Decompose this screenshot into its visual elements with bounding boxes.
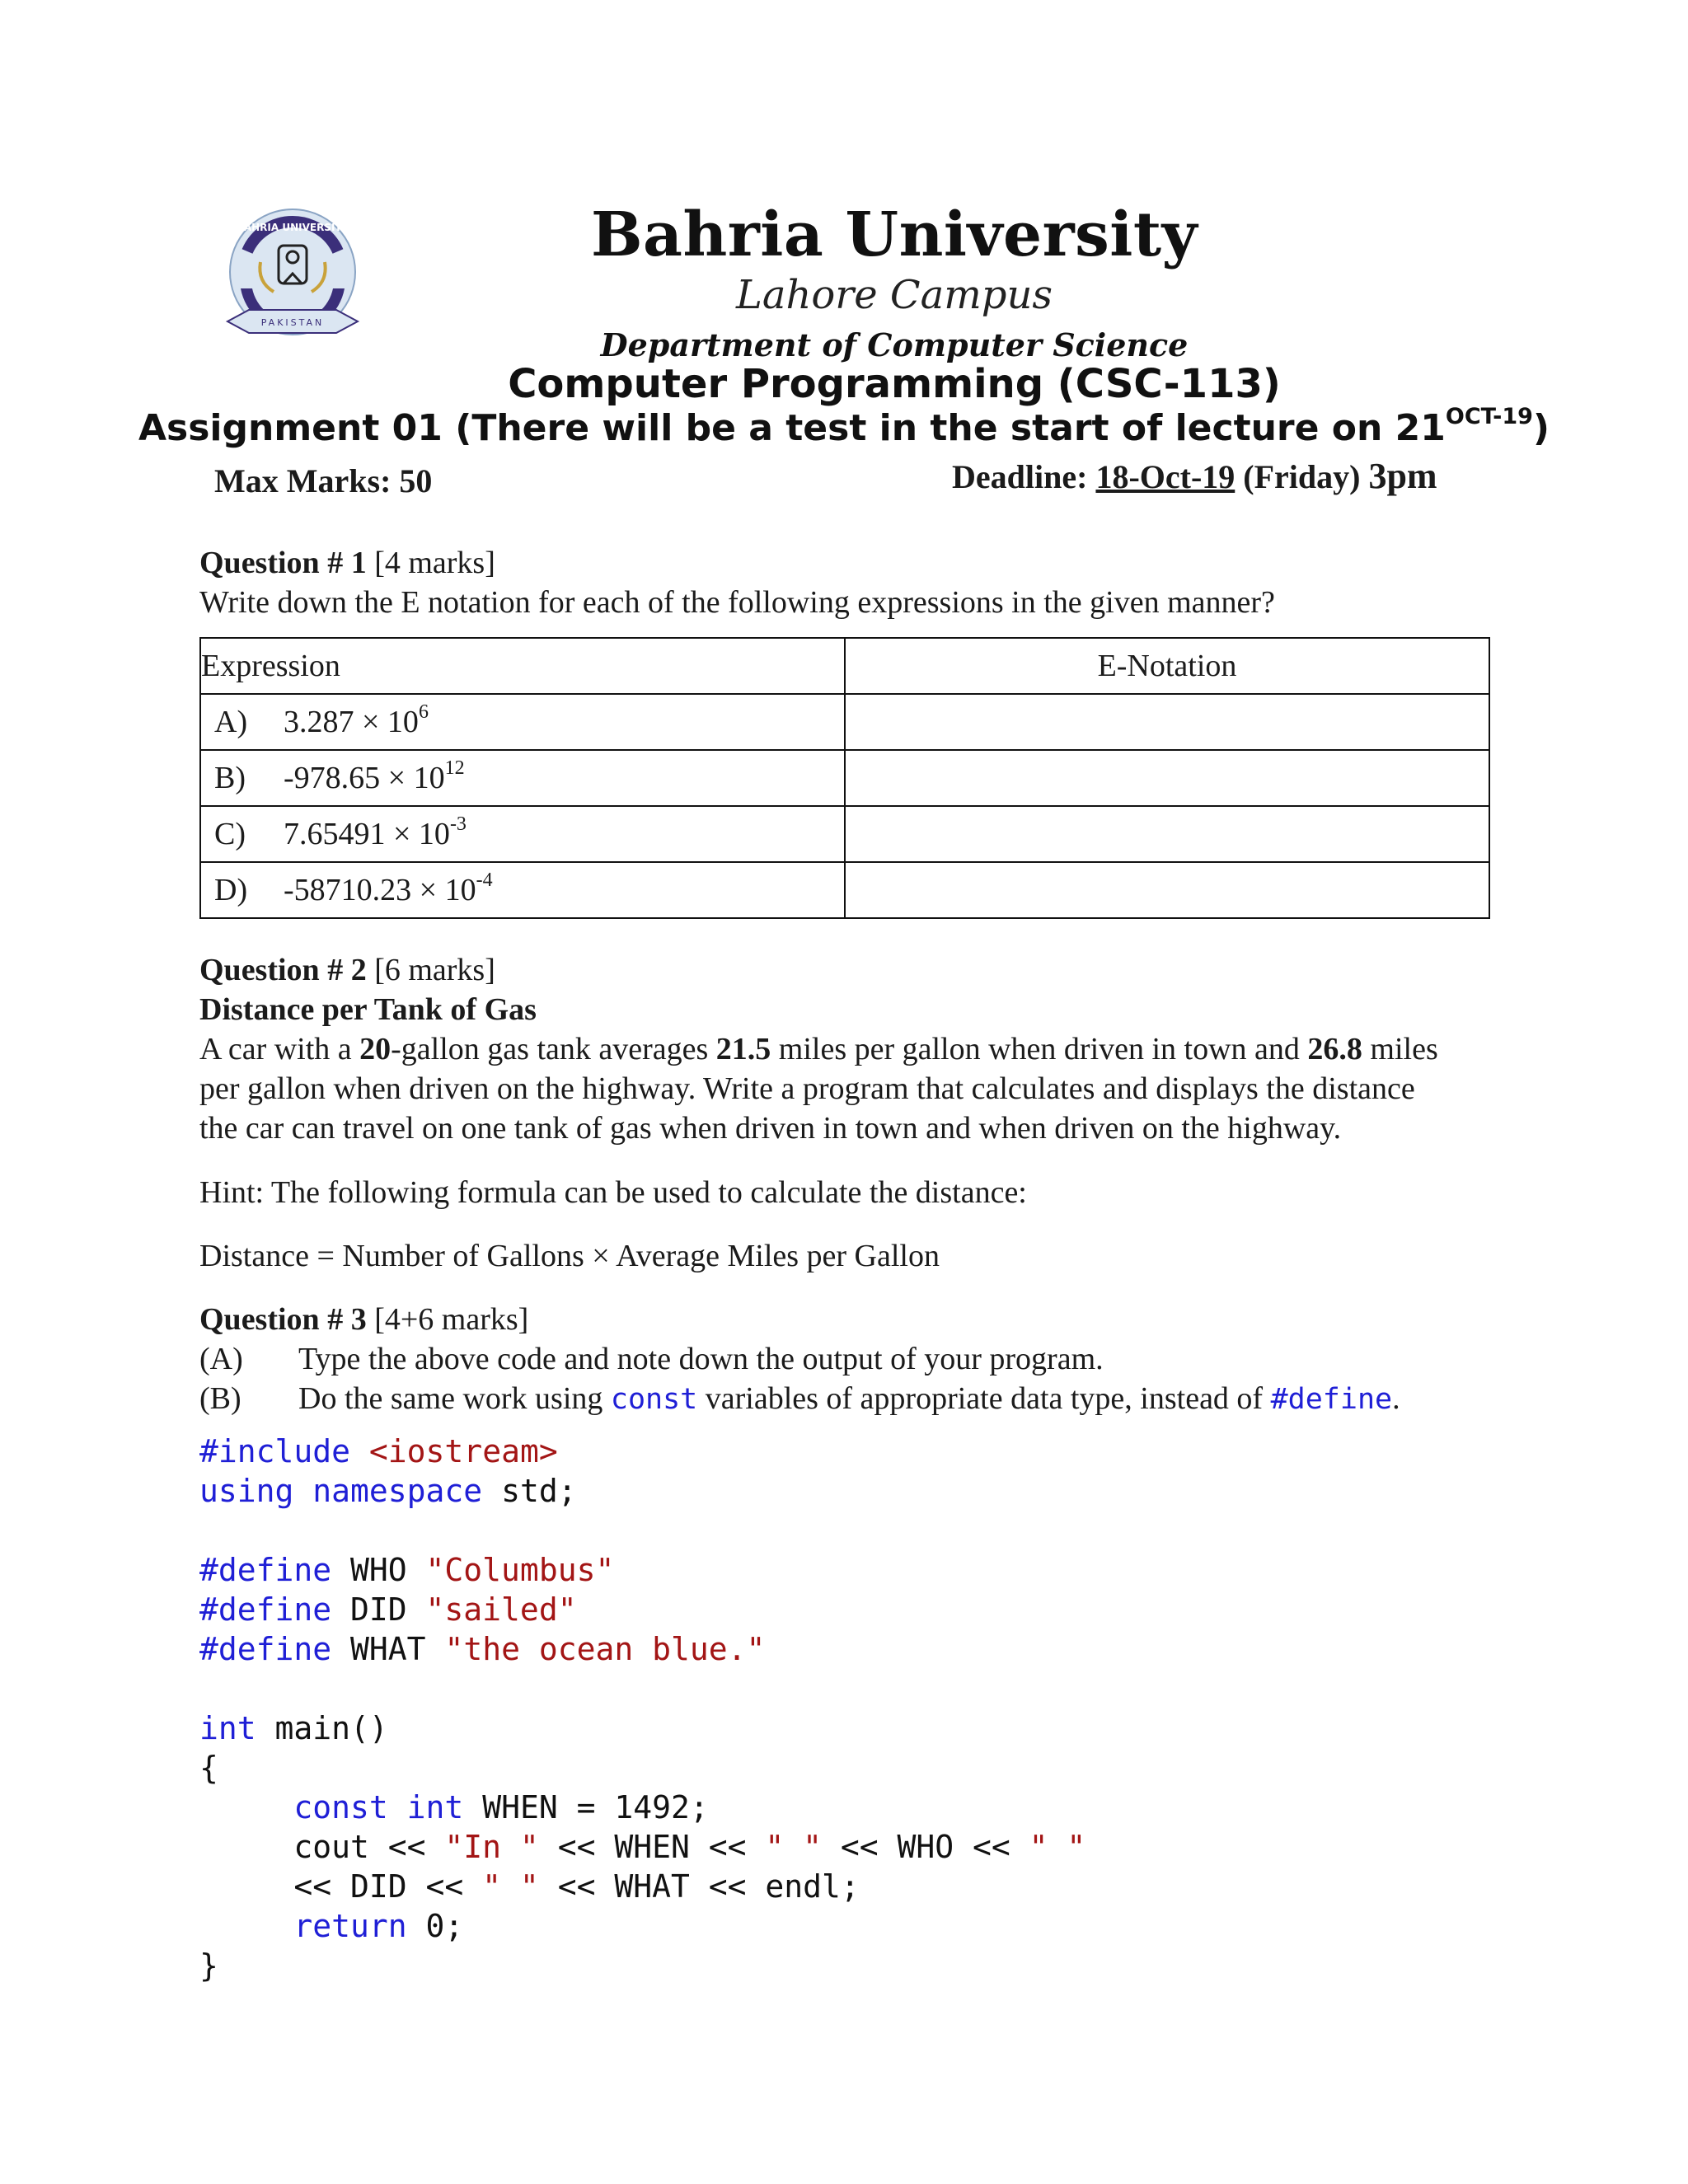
- q1-text: Write down the E notation for each of the following expressions in the given manner?: [199, 585, 1275, 620]
- exponent: -3: [449, 813, 467, 836]
- answer-cell[interactable]: [845, 806, 1489, 862]
- department-name: Department of Computer Science: [600, 326, 1189, 363]
- q3-heading: Question # 3 [4+6 marks]: [199, 1302, 529, 1337]
- answer-cell[interactable]: [845, 862, 1489, 918]
- expression: -58710.23 × 10: [284, 873, 476, 907]
- answer-cell[interactable]: [845, 694, 1489, 750]
- q2-line-3: the car can travel on one tank of gas when driven in town and when driven on the highway.: [199, 1111, 1342, 1146]
- q2-subtitle: Distance per Tank of Gas: [199, 992, 537, 1027]
- row-label: B): [214, 761, 246, 795]
- table-header-row: [200, 638, 1489, 694]
- table-row: [200, 806, 1489, 862]
- q2-heading: Question # 2 [6 marks]: [199, 953, 495, 987]
- exponent: 12: [444, 757, 465, 780]
- expression: -978.65 × 10: [284, 761, 445, 795]
- e-notation-table: [199, 637, 1490, 919]
- table-row: [200, 862, 1489, 918]
- q2-formula: Distance = Number of Gallons × Average Miles per Gallon: [199, 1239, 940, 1273]
- q2-line-1: A car with a 20-gallon gas tank averages 21.5 miles per gallon when driven in town and 26.8 miles: [199, 1032, 1438, 1066]
- svg-text:BAHRIA UNIVERSITY: BAHRIA UNIVERSITY: [236, 222, 349, 233]
- q2-hint: Hint: The following formula can be used to calculate the distance:: [199, 1175, 1027, 1210]
- answer-cell[interactable]: [845, 750, 1489, 806]
- campus-name: Lahore Campus: [735, 272, 1053, 318]
- course-title: Computer Programming (CSC-113): [508, 361, 1281, 407]
- row-label: D): [214, 873, 248, 907]
- deadline: Deadline: 18-Oct-19 (Friday) 3pm: [952, 456, 1437, 496]
- expression-header: Expression: [200, 638, 845, 694]
- university-title: Bahria University: [590, 199, 1198, 270]
- q2-line-2: per gallon when driven on the highway. Write a program that calculates and displays the distance: [199, 1071, 1415, 1106]
- max-marks: Max Marks: 50: [214, 462, 433, 499]
- assignment-title: Assignment 01 (There will be a test in the start of lecture on $21^{OCT-19}$): [138, 404, 1550, 449]
- expression: 7.65491 × 10: [284, 817, 450, 851]
- row-label: C): [214, 817, 246, 851]
- q1-heading: Question # 1 [4 marks]: [199, 546, 495, 580]
- exponent: 6: [418, 701, 429, 724]
- table-row: [200, 694, 1489, 750]
- code-listing: #include <iostream> using namespace std; #define WHO "Columbus" #define DID "sailed" #define WHAT "the ocean blue." int main() { const int WHEN = 1492; cout << "In " << WHEN << " " << WHO << " " << DID << " " << WHAT << endl; return 0; }: [199, 1433, 1086, 1984]
- q3-part-b: (B) Do the same work using const variables of appropriate data type, instead of #define.: [199, 1381, 1400, 1416]
- svg-text:PAKISTAN: PAKISTAN: [260, 317, 325, 328]
- row-label: A): [214, 705, 248, 739]
- exponent: -4: [476, 869, 493, 892]
- q3-part-a: (A) Type the above code and note down the output of your program.: [199, 1342, 1104, 1376]
- e-notation-header: E-Notation: [845, 638, 1489, 694]
- table-row: [200, 750, 1489, 806]
- expression: 3.287 × 10: [284, 705, 419, 739]
